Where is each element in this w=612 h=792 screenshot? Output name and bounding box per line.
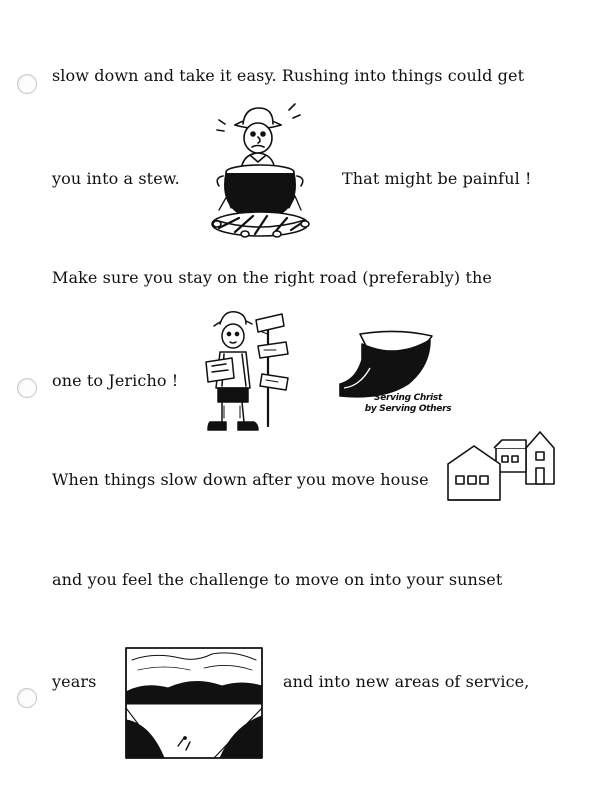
text-line-8: years [52,672,97,691]
serving-logo-text [358,393,458,415]
serving-hand-logo [338,330,434,402]
sunset-landscape-icon [124,646,264,760]
text-line-6: When things slow down after you move house [52,470,429,489]
text-line-2: you into a stew. [52,169,180,188]
binder-hole-bottom [17,688,37,708]
text-line-7: and you feel the challenge to move on into your sunset [52,570,503,589]
houses-icon [444,430,556,504]
man-in-cooking-pot-icon [205,100,325,240]
binder-hole-middle [17,378,37,398]
text-line-5: one to Jericho ! [52,371,179,390]
serving-logo-line2: by Serving Others [364,404,452,414]
binder-hole-top [17,74,37,94]
hiker-at-signpost-icon [196,306,296,438]
text-line-9: and into new areas of service, [283,672,530,691]
text-line-1: slow down and take it easy. Rushing into things could get [52,66,525,85]
text-line-4: Make sure you stay on the right road (preferably) the [52,268,492,287]
text-line-3: That might be painful ! [342,169,532,188]
serving-logo-line1: Serving Christ [374,393,442,403]
